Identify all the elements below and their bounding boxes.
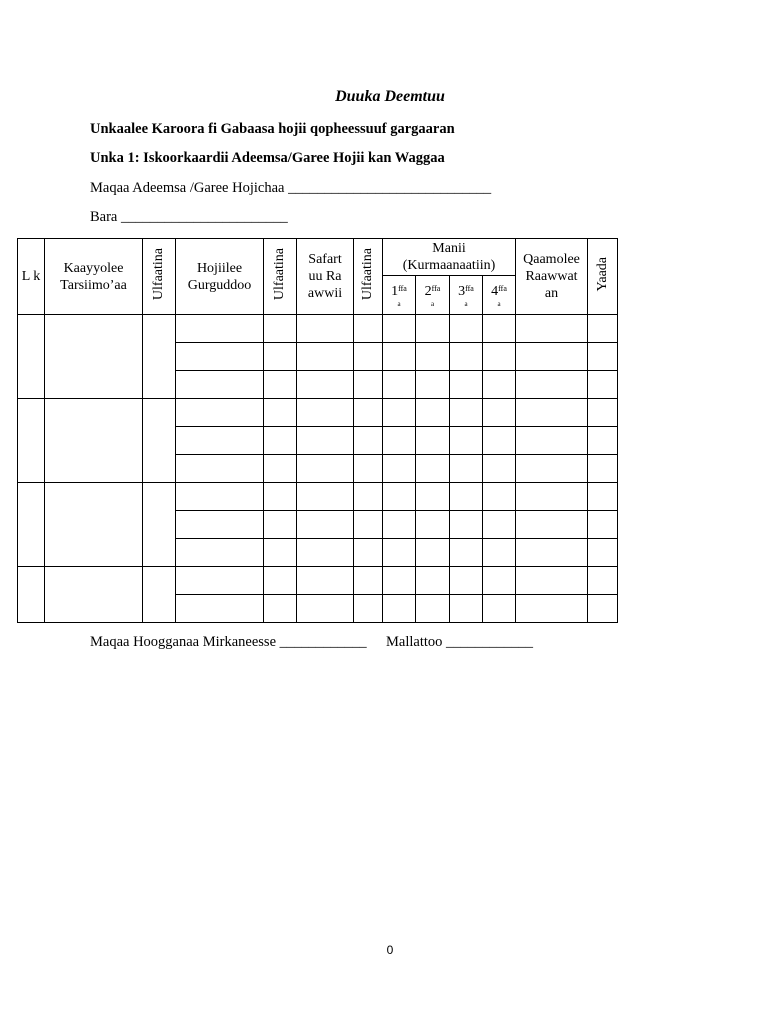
cell[interactable] [483,343,516,371]
cell[interactable] [354,539,383,567]
cell[interactable] [383,511,416,539]
cell[interactable] [450,511,483,539]
cell[interactable] [483,539,516,567]
header-quarter-4: $4^{ffa}$ a [483,276,516,315]
scorecard-table [17,238,618,623]
cell[interactable] [297,455,354,483]
cell[interactable] [450,343,483,371]
cell[interactable] [354,315,383,343]
cell[interactable] [588,595,618,623]
cell[interactable] [383,539,416,567]
cell[interactable] [354,455,383,483]
cell[interactable] [483,427,516,455]
cell[interactable] [516,539,588,567]
cell[interactable] [297,511,354,539]
header-objectives: Kaayyolee Tarsiimo’aa [45,239,143,315]
cell[interactable] [264,455,297,483]
cell[interactable] [450,483,483,511]
cell[interactable] [483,371,516,399]
cell[interactable] [416,371,450,399]
form-subtitle: Unkaalee Karoora fi Gabaasa hojii qopheessuuf gargaaran [90,121,455,137]
cell[interactable] [176,371,264,399]
cell-lk[interactable] [18,567,45,623]
cell[interactable] [383,399,416,427]
cell-objective[interactable] [45,567,143,623]
cell[interactable] [588,371,618,399]
cell[interactable] [264,399,297,427]
cell[interactable] [176,455,264,483]
cell[interactable] [297,427,354,455]
cell[interactable] [516,315,588,343]
cell[interactable] [450,427,483,455]
cell[interactable] [176,539,264,567]
cell[interactable] [588,539,618,567]
cell[interactable] [354,567,383,595]
cell[interactable] [483,511,516,539]
cell[interactable] [264,371,297,399]
cell[interactable] [588,483,618,511]
cell[interactable] [450,455,483,483]
cell[interactable] [483,455,516,483]
cell[interactable] [297,595,354,623]
cell[interactable] [383,371,416,399]
cell[interactable] [354,483,383,511]
cell[interactable] [483,315,516,343]
cell[interactable] [416,567,450,595]
cell[interactable] [383,343,416,371]
cell[interactable] [416,427,450,455]
cell[interactable] [354,595,383,623]
cell[interactable] [264,595,297,623]
cell[interactable] [264,427,297,455]
cell[interactable] [264,511,297,539]
cell[interactable] [383,315,416,343]
cell[interactable] [297,483,354,511]
cell[interactable] [588,315,618,343]
cell[interactable] [483,595,516,623]
cell[interactable] [416,315,450,343]
cell[interactable] [264,539,297,567]
header-resources: Qaamolee Raawwatan [516,239,588,315]
cell[interactable] [450,539,483,567]
cell[interactable] [383,595,416,623]
cell[interactable] [383,427,416,455]
cell-weight[interactable] [143,483,176,567]
header-measure: Safartuu Raawwii [297,239,354,315]
cell[interactable] [588,511,618,539]
cell[interactable] [176,427,264,455]
cell[interactable] [450,595,483,623]
header-weight-3: Ulfaatina [354,239,383,315]
header-weight-1: Ulfaatina [143,239,176,315]
cell-objective[interactable] [45,399,143,483]
cell[interactable] [264,567,297,595]
header-quarter-3: $3^{ffa}$ a [450,276,483,315]
cell[interactable] [297,315,354,343]
cell[interactable] [176,343,264,371]
cell[interactable] [416,399,450,427]
cell[interactable] [516,511,588,539]
unit-heading: Unka 1: Iskoorkaardii Adeemsa/Garee Hojii kan Waggaa [90,150,445,166]
cell[interactable] [516,567,588,595]
cell[interactable] [516,343,588,371]
cell[interactable] [297,567,354,595]
cell[interactable] [297,539,354,567]
header-kpi: Hojiilee Gurguddoo [176,239,264,315]
header-quarter-1: $1^{ffa}$ a [383,276,416,315]
cell[interactable] [176,399,264,427]
cell[interactable] [297,399,354,427]
signature-field[interactable]: Mallattoo ____________ [386,634,534,650]
cell[interactable] [516,483,588,511]
cell[interactable] [483,483,516,511]
cell[interactable] [516,371,588,399]
cell[interactable] [450,371,483,399]
cell[interactable] [516,399,588,427]
cell[interactable] [416,595,450,623]
cell[interactable] [588,399,618,427]
cell[interactable] [383,483,416,511]
cell-lk[interactable] [18,483,45,567]
cell[interactable] [297,343,354,371]
cell[interactable] [264,343,297,371]
cell[interactable] [483,567,516,595]
cell[interactable] [176,483,264,511]
table-row [18,399,618,427]
cell[interactable] [516,427,588,455]
cell[interactable] [354,343,383,371]
header-remarks: Yaada [588,239,618,315]
cell[interactable] [176,595,264,623]
cell[interactable] [176,511,264,539]
cell[interactable] [354,371,383,399]
cell[interactable] [383,455,416,483]
cell[interactable] [588,567,618,595]
cell[interactable] [516,455,588,483]
cell[interactable] [450,315,483,343]
year-field[interactable]: Bara _______________________ [90,209,288,225]
cell[interactable] [588,427,618,455]
table-row [18,567,618,595]
cell[interactable] [297,371,354,399]
cell[interactable] [588,455,618,483]
cell[interactable] [416,455,450,483]
cell-weight[interactable] [143,315,176,399]
cell[interactable] [176,567,264,595]
cell[interactable] [354,511,383,539]
cell[interactable] [588,343,618,371]
cell-objective[interactable] [45,315,143,399]
cell[interactable] [354,399,383,427]
cell-lk[interactable] [18,399,45,483]
cell[interactable] [176,315,264,343]
cell[interactable] [416,511,450,539]
process-name-field[interactable]: Maqaa Adeemsa /Garee Hojichaa ____________________________ [90,180,492,196]
cell[interactable] [450,399,483,427]
cell[interactable] [416,539,450,567]
cell-weight[interactable] [143,399,176,483]
cell[interactable] [264,483,297,511]
cell[interactable] [416,343,450,371]
cell[interactable] [383,567,416,595]
cell[interactable] [264,315,297,343]
cell-lk[interactable] [18,315,45,399]
table-row [18,315,618,343]
header-quarter-2: $2^{ffa}$ a [416,276,450,315]
header-quarters: Manii (Kurmaanaatiin) [383,239,516,276]
cell[interactable] [416,483,450,511]
cell[interactable] [516,595,588,623]
approver-name-field[interactable]: Maqaa Hoogganaa Mirkaneesse ____________ [90,634,367,650]
cell-objective[interactable] [45,483,143,567]
page-number: 0 [386,943,394,957]
cell[interactable] [354,427,383,455]
table-row [18,483,618,511]
document-title: Duuka Deemtuu [335,88,445,105]
header-weight-2: Ulfaatina [264,239,297,315]
cell[interactable] [483,399,516,427]
cell-weight[interactable] [143,567,176,623]
cell[interactable] [450,567,483,595]
header-lk: L k [18,239,45,315]
